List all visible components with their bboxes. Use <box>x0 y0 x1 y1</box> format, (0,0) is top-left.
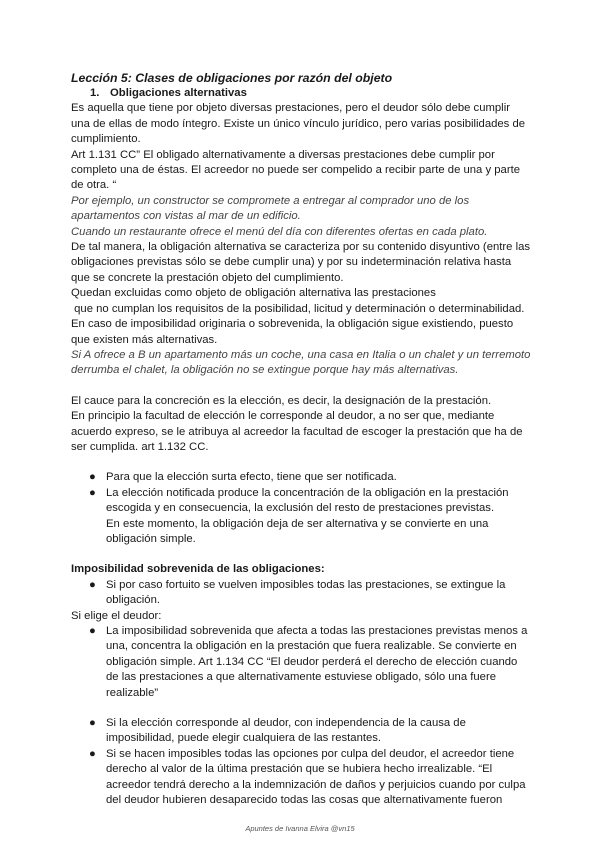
art-1131-paragraph: Art 1.131 CC” El obligado alternativamente a diversas prestaciones debe cumplir por completo una de éstas. El acreedor no puede ser compelido a recibir parte de una y parte de otra. “ <box>71 148 521 192</box>
principle-paragraph: En principio la facultad de elección le corresponde al deudor, a no ser que, mediante acuerdo expreso, se le atribuya al acreedor la facultad de escoger la prestación que ha de ser cumplida. art 1.132 CC. <box>71 410 523 453</box>
impossibility-heading: Imposibilidad sobrevenida de las obligaciones: <box>71 563 325 576</box>
disjunctive-paragraph: De tal manera, la obligación alternativa se caracteriza por su contenido disyuntivo (entre las obligaciones previstas sólo se debe cumplir una) y por su indeterminación relativa hasta que se concrete la prestación objeto del cumplimiento. <box>71 241 531 284</box>
section-number: 1. <box>90 87 100 99</box>
impossibility-paragraph: En caso de imposibilidad originaria o sobrevenida, la obligación sigue existiendo, puesto que existen más alternativas. <box>71 318 514 346</box>
election-paragraph: El cauce para la concreción es la elección, es decir, la designación de la prestación. <box>71 394 492 407</box>
list-item: ● Si se hacen imposibles todas las opciones por culpa del deudor, el acreedor tiene derecho al valor de la última prestación que se hubiera hecho irrealizable. “El acreedor tendrá derecho a la indemnización de daños y perjuicios cuando por culpa del deudor hubieren desaparecido todas las cosas que alternativamente fueron <box>89 747 526 807</box>
election-bullets <box>71 470 531 547</box>
bullet-icon: ● <box>89 747 96 760</box>
section-title: Obligaciones alternativas <box>110 87 247 99</box>
debtor-bullets <box>71 624 531 701</box>
example-earthquake: Si A ofrece a B un apartamento más un coche, una casa en Italia o un chalet y un terremoto derrumba el chalet, la obligación no se extingue porque hay más alternativas. <box>71 348 531 377</box>
list-item: ● Si la elección corresponde al deudor, con independencia de la causa de imposibilidad, puede elegir cualquiera de las restantes. <box>89 717 466 745</box>
example-restaurant: Cuando un restaurante ofrece el menú del día con diferentes ofertas en cada plato. <box>71 225 488 238</box>
bullet-icon: ● <box>89 486 96 499</box>
list-item-continuation: En este momento, la obligación deja de ser alternativa y se convierte en una obligación simple. <box>106 517 489 545</box>
fortuitous-bullets <box>71 578 531 609</box>
page-footer: Apuntes de Ivanna Elvira @vn15 <box>245 824 355 833</box>
list-item: ● La elección notificada produce la concentración de la obligación en la prestación escogida y en consecuencia, la exclusión del resto de prestaciones previstas. En este momento, la obligación deja de ser alternativa y se convierte en una obligación simple. <box>89 486 509 545</box>
debtor-chooses-label: Si elige el deudor: <box>71 609 162 622</box>
bullet-icon: ● <box>89 578 96 591</box>
excluded-line-2: que no cumplan los requisitos de la posibilidad, licitud y determinación o determinabilidad. <box>71 302 525 315</box>
list-item: ● Para que la elección surta efecto, tiene que ser notificada. <box>71 470 531 485</box>
list-item: ● Si por caso fortuito se vuelven imposibles todas las prestaciones, se extingue la obligación. <box>89 578 506 607</box>
lesson-title: Lección 5: Clases de obligaciones por razón del objeto <box>71 71 393 85</box>
excluded-line-1: Quedan excluidas como objeto de obligación alternativa las prestaciones <box>71 287 436 300</box>
intro-paragraph: Es aquella que tiene por objeto diversas prestaciones, pero el deudor sólo debe cumplir una de ellas de modo íntegro. Existe un único vínculo jurídico, pero varias posibilidades de cumplimiento. <box>71 102 526 146</box>
list-item: ● La imposibilidad sobrevenida que afecta a todas las prestaciones previstas menos a una, concentra la obligación en la prestación que fuera realizable. Se convierte en obligación simple. Art 1.134 CC “El deudor perderá el derecho de elección cuando de las prestaciones a que alternativamente estuviese obligado, sólo una fuere realizable” <box>89 625 528 699</box>
bullet-icon: ● <box>89 471 96 484</box>
document-page <box>71 70 531 808</box>
section-heading <box>71 86 531 101</box>
example-constructor: Por ejemplo, un constructor se compromete a entregar al comprador uno de los apartamentos con vistas al mar de un edificio. <box>71 194 470 223</box>
bullet-icon: ● <box>89 717 96 730</box>
choice-bullets <box>71 716 531 808</box>
bullet-icon: ● <box>89 625 96 637</box>
